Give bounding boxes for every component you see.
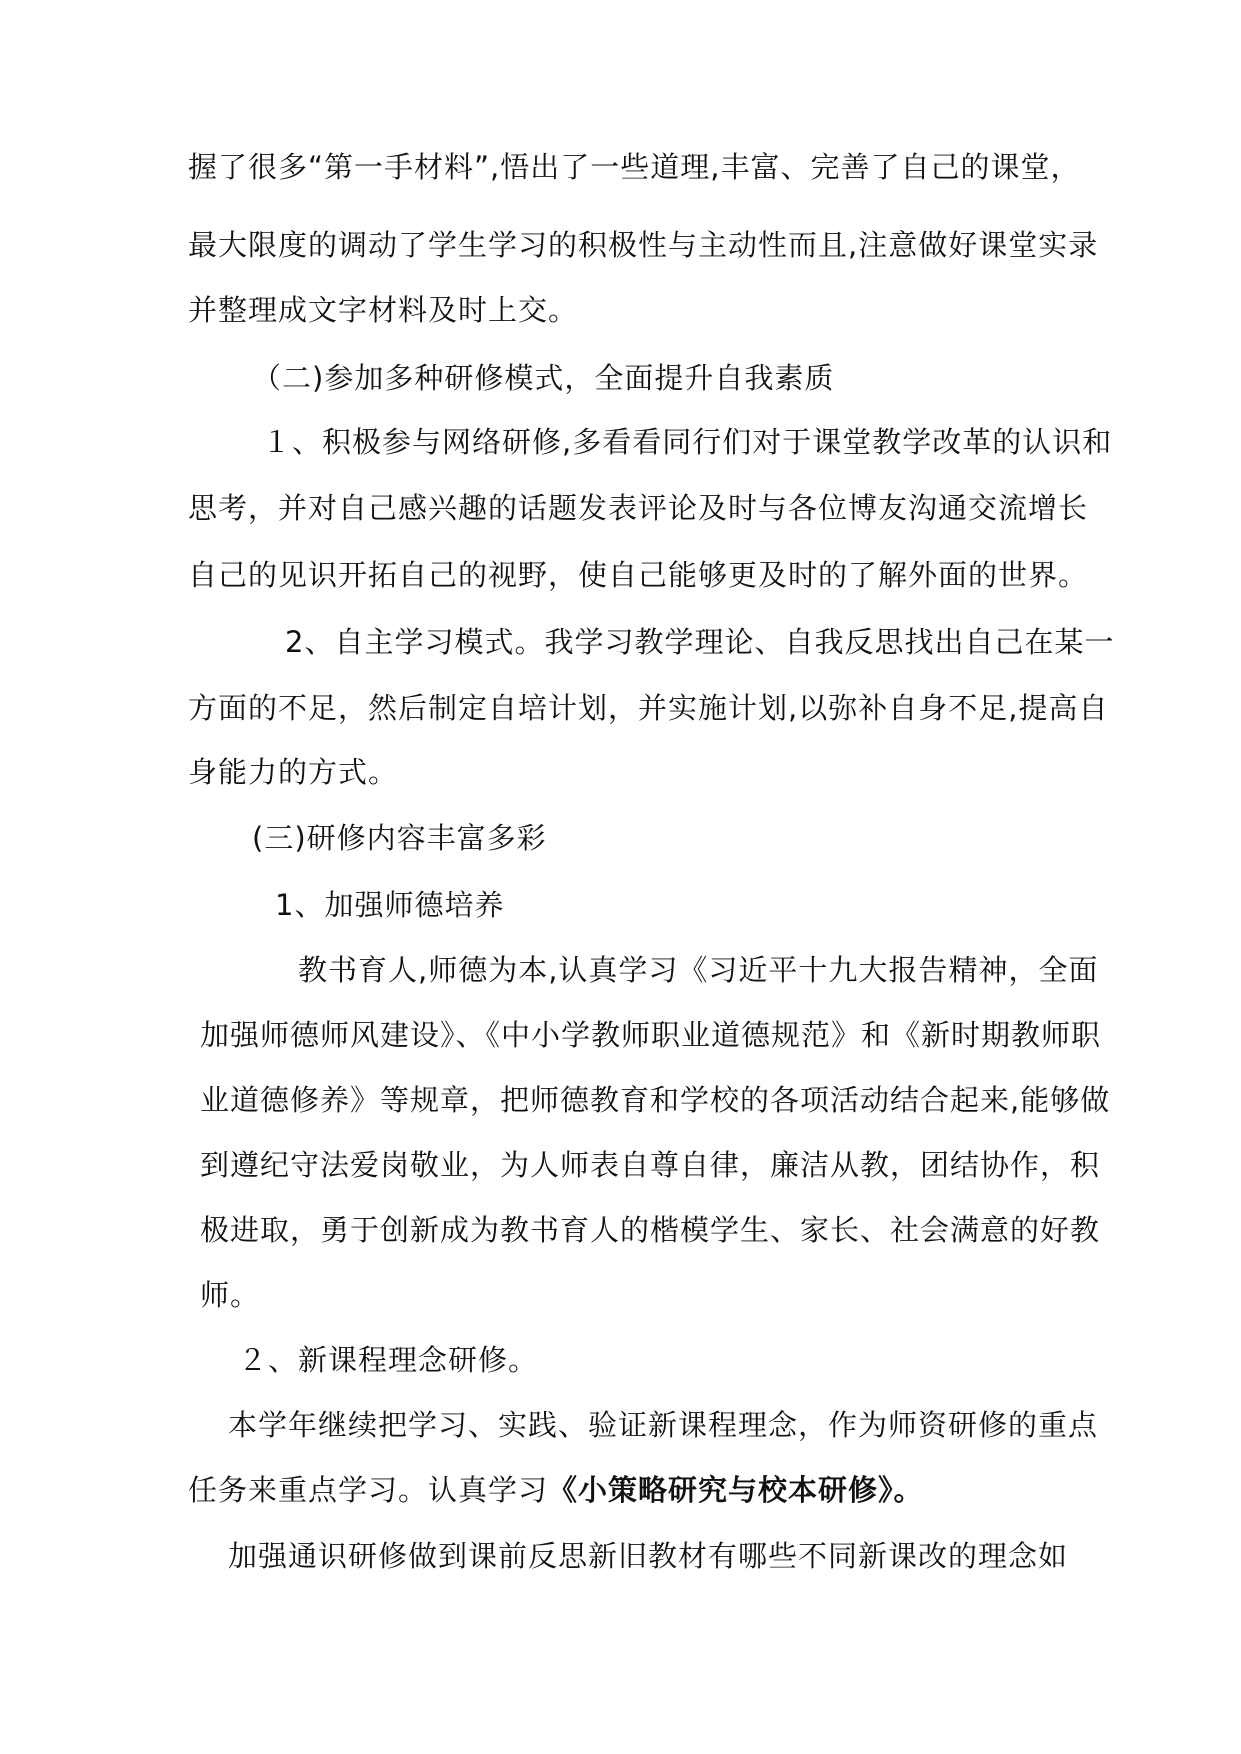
paragraph-line: 师。 bbox=[200, 1278, 261, 1312]
paragraph-line: 到遵纪守法爱岗敬业，为人师表自尊自律，廉洁从教，团结协作，积 bbox=[200, 1148, 1101, 1182]
paragraph-line: 方面的不足，然后制定自培计划，并实施计划,以弥补自身不足,提高自 bbox=[188, 691, 1109, 725]
paragraph-line: 本学年继续把学习、实践、验证新课程理念，作为师资研修的重点 bbox=[228, 1408, 1099, 1442]
paragraph-line: 业道德修养》等规章，把师德教育和学校的各项活动结合起来,能够做 bbox=[200, 1083, 1111, 1117]
paragraph-line: 握了很多“第一手材料”,悟出了一些道理,丰富、完善了自己的课堂， bbox=[188, 150, 1081, 184]
subsection-heading: 1、加强师德培养 bbox=[275, 888, 505, 922]
paragraph-line: 教书育人,师德为本,认真学习《习近平十九大报告精神，全面 bbox=[298, 953, 1099, 987]
section-heading: （二)参加多种研修模式，全面提升自我素质 bbox=[252, 361, 835, 395]
subsection-heading: ２、新课程理念研修。 bbox=[238, 1343, 539, 1377]
paragraph-line: 加强师德师风建设》、《中小学教师职业道德规范》和《新时期教师职 bbox=[200, 1018, 1102, 1052]
paragraph-line: 身能力的方式。 bbox=[188, 755, 399, 789]
paragraph-line: 自己的见识开拓自己的视野，使自己能够更及时的了解外面的世界。 bbox=[188, 558, 1089, 592]
paragraph-line: 最大限度的调动了学生学习的积极性与主动性而且,注意做好课堂实录 bbox=[188, 228, 1099, 262]
paragraph-line: 2、自主学习模式。我学习教学理论、自我反思找出自己在某一 bbox=[285, 625, 1115, 659]
paragraph-line bbox=[188, 1470, 924, 1510]
paragraph-line: １、积极参与网络研修,多看看同行们对于课堂教学改革的认识和 bbox=[262, 425, 1113, 459]
paragraph-line: 并整理成文字材料及时上交。 bbox=[188, 293, 579, 327]
section-heading: (三)研修内容丰富多彩 bbox=[252, 821, 547, 855]
paragraph-line: 加强通识研修做到课前反思新旧教材有哪些不同新课改的理念如 bbox=[228, 1539, 1069, 1573]
paragraph-line: 思考，并对自己感兴趣的话题发表评论及时与各位博友沟通交流增长 bbox=[188, 491, 1089, 525]
book-title: 《小策略研究与校本研修》。 bbox=[548, 1473, 924, 1507]
paragraph-line: 极进取，勇于创新成为教书育人的楷模学生、家长、社会满意的好教 bbox=[200, 1213, 1101, 1247]
paragraph-text: 任务来重点学习。认真学习 bbox=[188, 1473, 549, 1507]
